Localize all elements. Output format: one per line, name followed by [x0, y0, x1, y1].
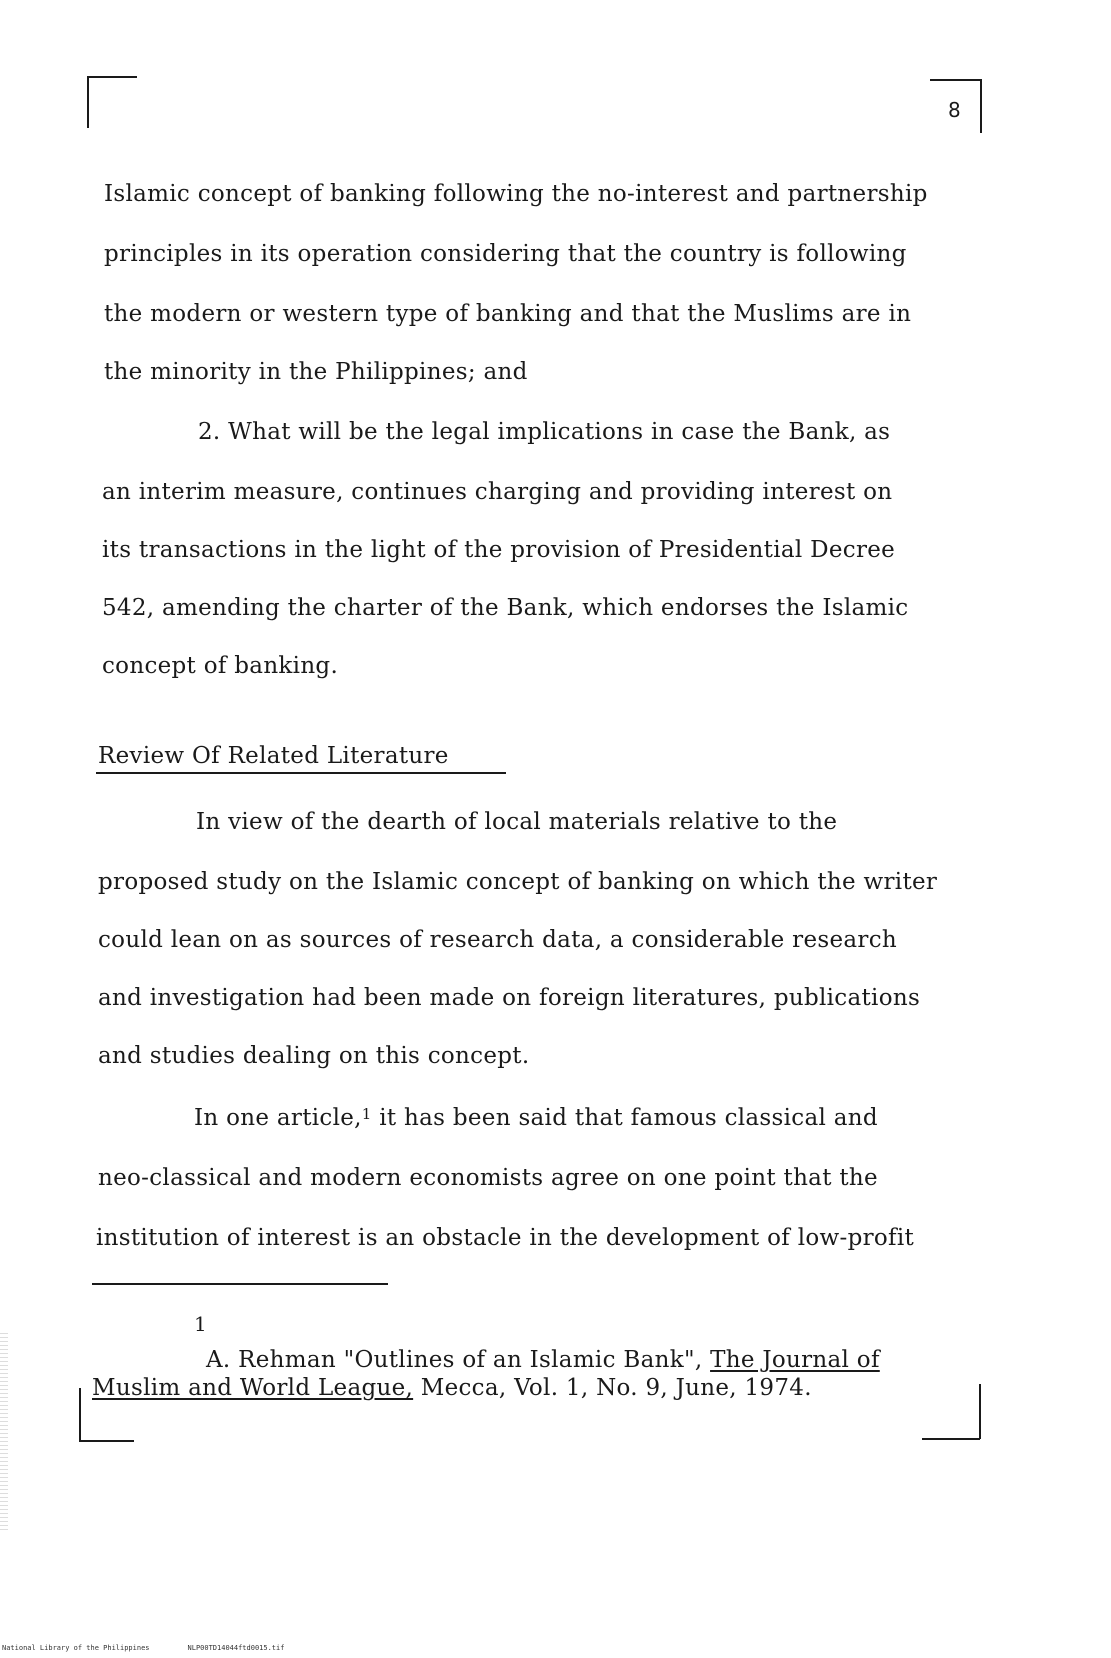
paragraph-line: and studies dealing on this concept. — [98, 1043, 530, 1069]
footnote-separator — [92, 1283, 388, 1285]
footnote-text: Mecca, Vol. 1, No. 9, June, 1974. — [413, 1375, 812, 1401]
footer-library: National Library of the Philippines — [2, 1644, 150, 1652]
paragraph-line: institution of interest is an obstacle in the development of low-profit — [96, 1225, 915, 1251]
page-number: 8 — [948, 98, 961, 122]
paragraph-line: Islamic concept of banking following the no-interest and partnership — [104, 181, 928, 207]
footnote-text: A. Rehman "Outlines of an Islamic Bank", — [206, 1347, 711, 1373]
crop-mark-bottom-left-v — [79, 1388, 81, 1441]
list-item-line: 2. What will be the legal implications in case the Bank, as — [198, 419, 891, 445]
crop-mark-top-left-h — [87, 76, 137, 78]
footnote-journal-title: The Journal of — [710, 1347, 880, 1373]
crop-mark-top-left-v — [87, 76, 89, 128]
crop-mark-bottom-right-v — [979, 1384, 981, 1439]
scan-footer — [2, 1644, 322, 1652]
paragraph-line: principles in its operation considering that the country is following — [104, 241, 907, 267]
list-item-line: its transactions in the light of the provision of Presidential Decree — [102, 537, 896, 563]
paragraph-text: it has been said that famous classical and — [371, 1105, 878, 1131]
paragraph-text: In one article, — [194, 1105, 362, 1131]
footnote-line — [206, 1346, 880, 1374]
crop-mark-top-right-h — [930, 79, 982, 81]
paragraph-line: neo-classical and modern economists agree on one point that the — [98, 1165, 878, 1191]
footer-file: NLP00TD14044ftd0015.tif — [187, 1644, 285, 1652]
crop-mark-bottom-right-h — [922, 1438, 980, 1440]
footnote-reference: 1 — [361, 1105, 372, 1123]
heading-underline — [96, 772, 506, 774]
paragraph-line-with-footnote — [194, 1104, 878, 1132]
list-item-line: concept of banking. — [102, 653, 339, 679]
list-item-line: an interim measure, continues charging and providing interest on — [102, 479, 893, 505]
paragraph-line: could lean on as sources of research data, a considerable research — [98, 927, 898, 953]
footnote-marker: 1 — [194, 1312, 208, 1336]
list-item-line: 542, amending the charter of the Bank, which endorses the Islamic — [102, 595, 909, 621]
paragraph-line: the minority in the Philippines; and — [104, 359, 528, 385]
paragraph-line: In view of the dearth of local materials relative to the — [196, 809, 838, 835]
paragraph-line: the modern or western type of banking and that the Muslims are in — [104, 301, 912, 327]
crop-mark-top-right-v — [980, 79, 982, 133]
footnote-line — [92, 1374, 812, 1402]
section-heading: Review Of Related Literature — [98, 743, 449, 769]
paragraph-line: proposed study on the Islamic concept of banking on which the writer — [98, 869, 938, 895]
scan-edge-noise — [0, 1330, 8, 1530]
paragraph-line: and investigation had been made on foreign literatures, publications — [98, 985, 921, 1011]
crop-mark-bottom-left-h — [79, 1440, 134, 1442]
footnote-journal-title: Muslim and World League, — [92, 1375, 414, 1401]
